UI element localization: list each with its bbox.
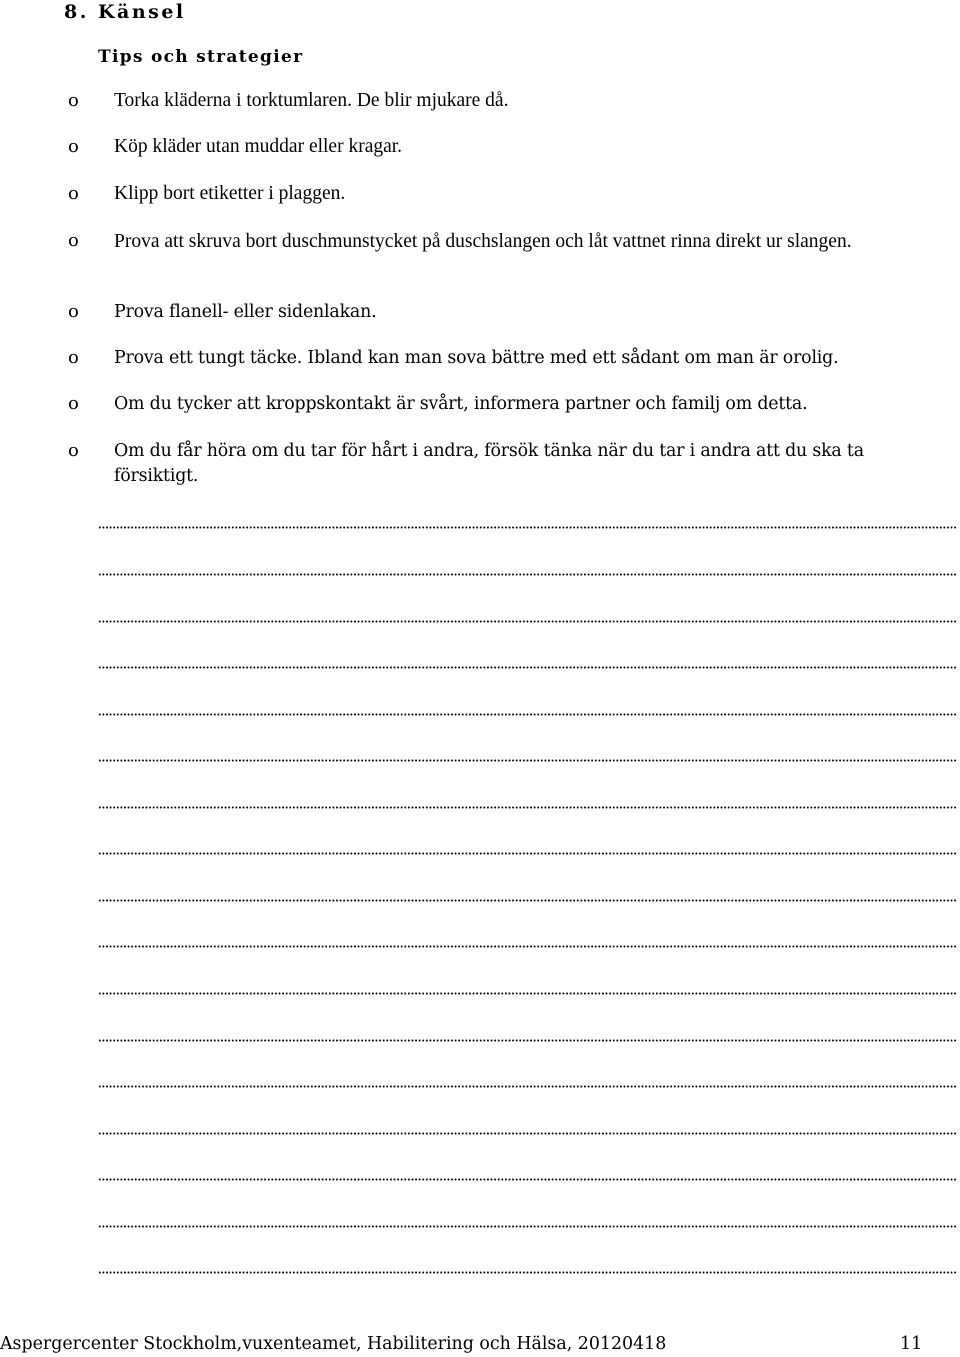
dotted-writing-line <box>98 1225 956 1228</box>
dotted-writing-line <box>98 1039 956 1042</box>
list-item-text: Prova ett tungt täcke. Ibland kan man sova bättre med ett sådant om man är orolig. <box>114 348 839 368</box>
bullet-marker: o <box>68 230 79 251</box>
list-item-text: Torka kläderna i torktumlaren. De blir mjukare då. <box>114 90 509 111</box>
section-number: 8. <box>64 1 89 23</box>
dotted-writing-line <box>98 1178 956 1181</box>
list-item-text: Prova att skruva bort duschmunstycket på duschslangen och låt vattnet rinna direkt ur slangen. <box>114 231 852 252</box>
dotted-writing-line <box>98 713 956 716</box>
bullet-marker: o <box>68 393 79 414</box>
section-title: Känsel <box>98 1 186 23</box>
dotted-writing-line <box>98 992 956 995</box>
dotted-writing-line <box>98 806 956 809</box>
bullet-marker: o <box>68 90 79 111</box>
dotted-writing-line <box>98 573 956 576</box>
list-item-text: Om du får höra om du tar för hårt i andra, försök tänka när du tar i andra att du ska ta försiktigt. <box>114 441 864 486</box>
dotted-writing-line <box>98 899 956 902</box>
bullet-marker: o <box>68 440 79 461</box>
page-number: 11 <box>900 1334 923 1354</box>
dotted-writing-line <box>98 759 956 762</box>
bullet-marker: o <box>68 183 79 204</box>
dotted-writing-line <box>98 852 956 855</box>
dotted-writing-line <box>98 526 956 529</box>
list-item-text: Köp kläder utan muddar eller kragar. <box>114 136 403 157</box>
list-item-text: Klipp bort etiketter i plaggen. <box>114 183 346 204</box>
bullet-marker: o <box>68 301 79 322</box>
dotted-writing-line <box>98 945 956 948</box>
list-item-text: Om du tycker att kroppskontakt är svårt, informera partner och familj om detta. <box>114 394 808 414</box>
list-item-text: Prova flanell- eller sidenlakan. <box>114 302 377 322</box>
dotted-writing-line <box>98 620 956 623</box>
dotted-writing-line <box>98 1085 956 1088</box>
footer-text: Aspergercenter Stockholm,vuxenteamet, Habilitering och Hälsa, 20120418 <box>0 1334 667 1354</box>
bullet-marker: o <box>68 136 79 157</box>
section-heading <box>64 0 186 24</box>
dotted-writing-line <box>98 666 956 669</box>
dotted-writing-line <box>98 1271 956 1274</box>
section-subtitle: Tips och strategier <box>98 47 304 67</box>
dotted-writing-line <box>98 1132 956 1135</box>
bullet-marker: o <box>68 347 79 368</box>
